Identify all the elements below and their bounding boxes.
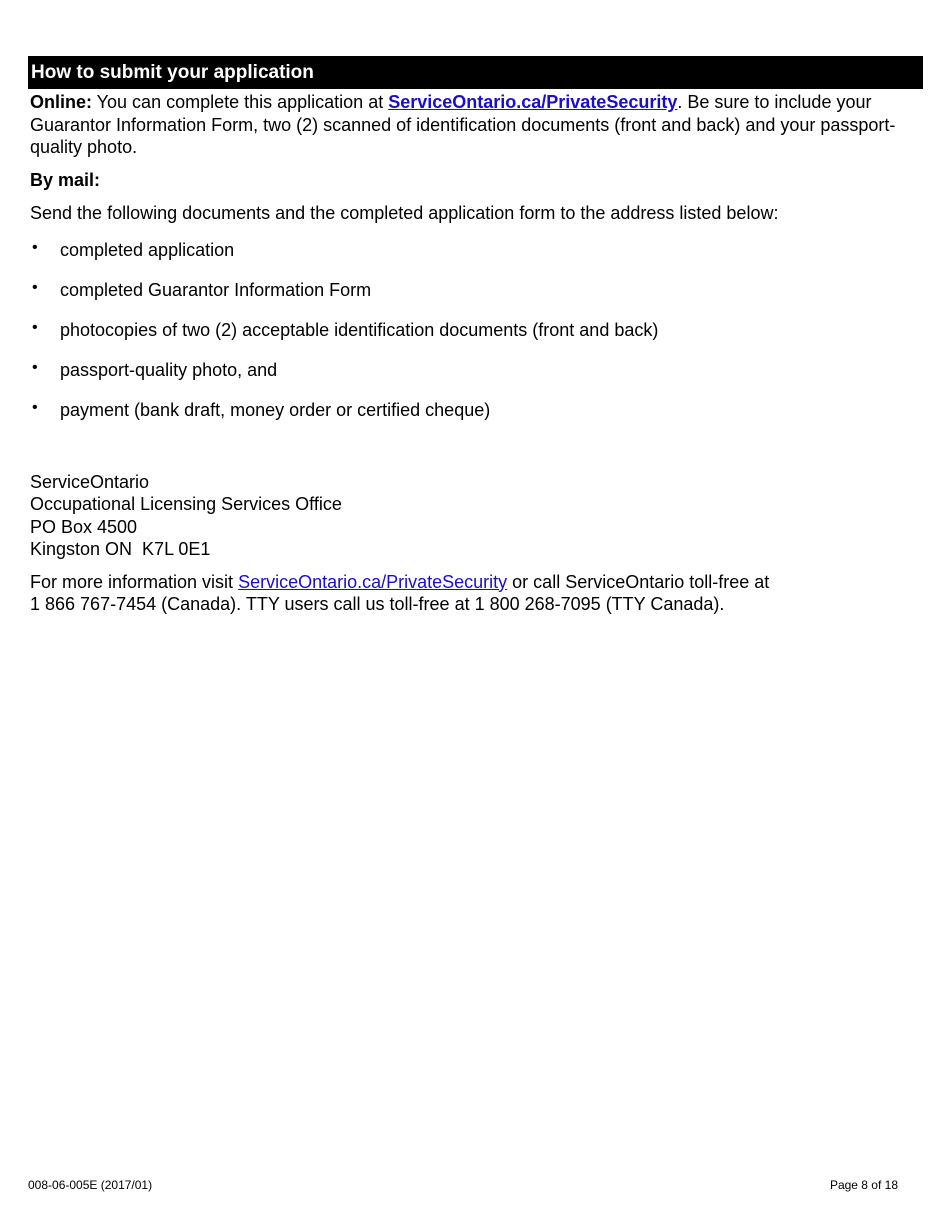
address-line-1: ServiceOntario [30,471,150,492]
section-header [28,56,923,89]
content-body [30,91,910,616]
more-info-service-link[interactable]: ServiceOntario.ca/PrivateSecurity [238,571,508,592]
page-number: Page 8 of 18 [829,1178,898,1192]
more-info-text-before: For more information visit [30,571,239,592]
form-number: 008-06-005E (2017/01) [28,1178,153,1192]
more-info-text-after: or call ServiceOntario toll-free at [507,571,770,592]
online-service-link[interactable]: ServiceOntario.ca/PrivateSecurity [388,92,678,112]
bullet-icon: • [32,358,38,376]
address-line-4: Kingston ON K7L 0E1 [30,539,211,559]
mail-heading: By mail: [30,169,101,190]
bullet-icon: • [32,278,38,296]
list-item-text: payment (bank draft, money order or certified cheque) [60,399,491,420]
bullet-icon: • [32,238,38,256]
list-item [30,359,910,399]
list-item [30,279,910,319]
list-item [30,239,910,279]
list-item [30,399,910,439]
address-line-2: Occupational Licensing Services Office [30,494,342,514]
bullet-icon: • [32,318,38,336]
online-label: Online: [30,92,92,112]
list-item [30,319,910,359]
list-item-text: photocopies of two (2) acceptable identification documents (front and back) [60,319,659,340]
online-text-before: You can complete this application at [92,92,389,112]
list-item-text: completed application [60,239,235,260]
list-item-text: passport-quality photo, and [60,359,278,380]
bullet-icon: • [32,398,38,416]
online-paragraph [30,91,910,159]
list-item-text: completed Guarantor Information Form [60,279,372,300]
mailing-address [30,471,910,561]
more-info-phone-line: 1 866 767-7454 (Canada). TTY users call us toll-free at 1 800 268-7095 (TTY Canada). [30,594,725,614]
mail-intro: Send the following documents and the completed application form to the address listed below: [30,203,779,223]
section-title: How to submit your application [31,62,314,83]
document-list [30,239,910,439]
address-line-3: PO Box 4500 [30,516,138,537]
online-text-after: . Be sure to include your Guarantor Information Form, two (2) scanned of identification documents (front and back) and your passport-quality photo. [30,92,896,157]
more-info-paragraph [30,571,910,616]
